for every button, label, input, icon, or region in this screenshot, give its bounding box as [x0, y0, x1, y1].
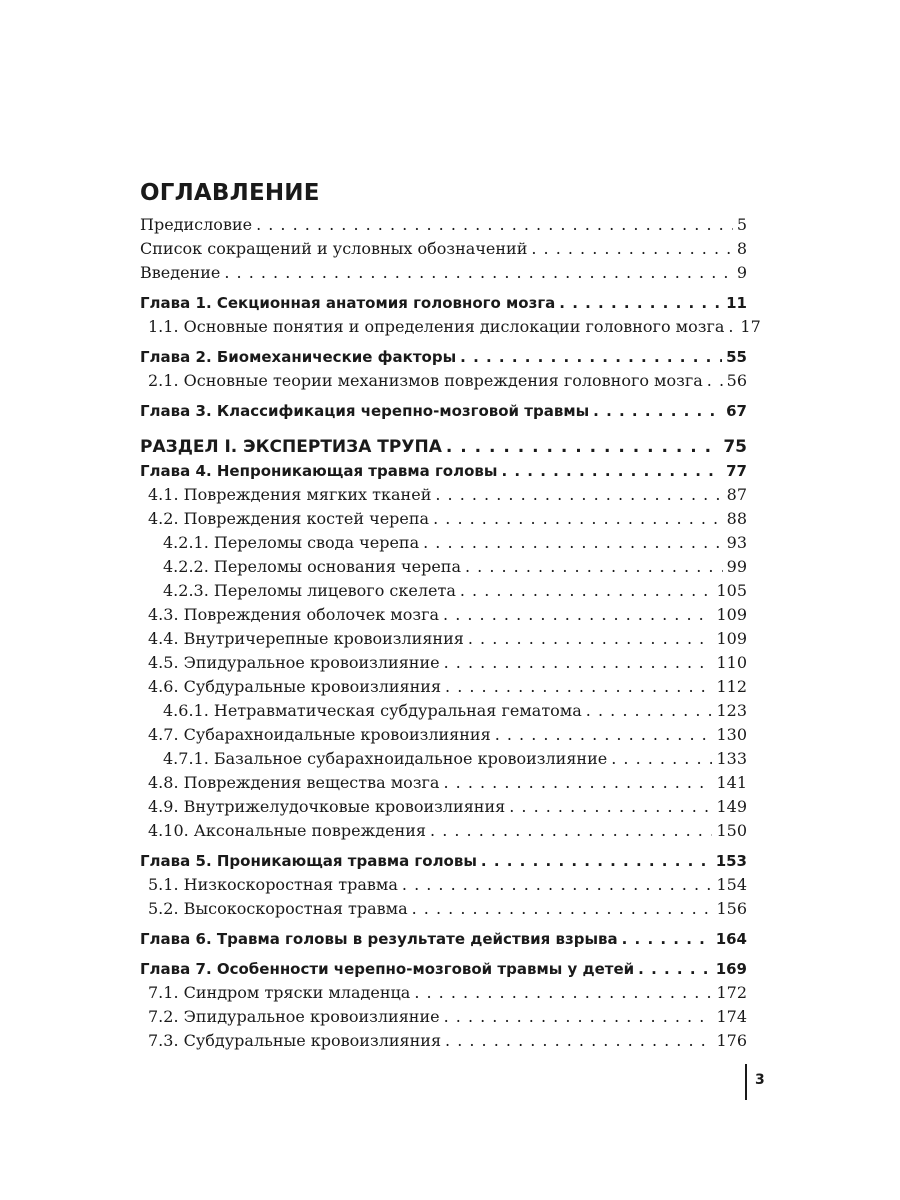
toc-entry-title: 4.2.3. Переломы лицевого скелета — [163, 581, 456, 600]
toc-leader-dots — [531, 237, 732, 261]
toc-leader-dots — [728, 315, 736, 339]
toc-leader-dots — [638, 957, 712, 981]
toc-row[interactable] — [140, 531, 747, 555]
toc-entry-page: 9 — [736, 263, 747, 282]
toc-entry-page: 93 — [726, 533, 747, 552]
toc-entry-page: 150 — [716, 821, 747, 840]
toc-row[interactable] — [140, 579, 747, 603]
toc-entry-page: 99 — [726, 557, 747, 576]
toc-row[interactable] — [140, 1005, 747, 1029]
toc-entry-title: Глава 5. Проникающая травма головы — [140, 852, 477, 870]
toc-row[interactable] — [140, 699, 747, 723]
toc-entry-title: Введение — [140, 263, 221, 282]
toc-entry-title: 4.4. Внутричерепные кровоизлияния — [148, 629, 464, 648]
toc-chapter-row[interactable] — [140, 849, 747, 873]
toc-row[interactable] — [140, 897, 747, 921]
toc-leader-dots — [468, 627, 713, 651]
toc-entry-title: 7.1. Синдром тряски младенца — [148, 983, 411, 1002]
page-number-marker — [745, 1064, 765, 1100]
toc-entry-title: Глава 2. Биомеханические факторы — [140, 348, 457, 366]
toc-row[interactable] — [140, 819, 747, 843]
toc-leader-dots — [481, 849, 712, 873]
toc-leader-dots — [622, 927, 712, 951]
toc-entry-page: 110 — [716, 653, 747, 672]
toc-row[interactable] — [140, 771, 747, 795]
toc-leader-dots — [402, 873, 713, 897]
toc-entry-title: 4.1. Повреждения мягких тканей — [148, 485, 432, 504]
toc-entry-title: 7.3. Субдуральные кровоизлияния — [148, 1031, 442, 1050]
toc-row[interactable] — [140, 555, 747, 579]
toc-entry-page: 149 — [716, 797, 747, 816]
toc-entry-page: 8 — [736, 239, 747, 258]
toc-entry-title: 4.2. Повреждения костей черепа — [148, 509, 430, 528]
toc-entry-page: 67 — [726, 402, 747, 420]
toc-entry-title: 4.6. Субдуральные кровоизлияния — [148, 677, 442, 696]
toc-entry-title: 1.1. Основные понятия и определения дислокации головного мозга — [148, 317, 725, 336]
toc-entry-title: 4.7. Субарахноидальные кровоизлияния — [148, 725, 491, 744]
toc-leader-dots — [586, 699, 713, 723]
toc-leader-dots — [460, 579, 713, 603]
toc-row[interactable] — [140, 675, 747, 699]
page-number: 3 — [755, 1072, 765, 1088]
toc-entry-page: 109 — [716, 605, 747, 624]
toc-entry-title: 4.2.1. Переломы свода черепа — [163, 533, 420, 552]
toc-entry-page: 172 — [716, 983, 747, 1002]
toc-entry-page: 133 — [716, 749, 747, 768]
toc-entry-title: 4.5. Эпидуральное кровоизлияние — [148, 653, 440, 672]
toc-entry-title: 4.3. Повреждения оболочек мозга — [148, 605, 440, 624]
toc-entry-title: 4.10. Аксональные повреждения — [148, 821, 427, 840]
toc-leader-dots — [501, 459, 722, 483]
toc-section-row[interactable] — [140, 435, 747, 459]
toc-chapter-row[interactable] — [140, 957, 747, 981]
toc-entry-page: 17 — [740, 317, 761, 336]
toc-entry-title: Глава 7. Особенности черепно-мозговой травмы у детей — [140, 960, 635, 978]
toc-row[interactable] — [140, 1029, 747, 1053]
toc-row[interactable] — [140, 795, 747, 819]
toc-leader-dots — [443, 771, 712, 795]
toc-entry-page: 141 — [716, 773, 747, 792]
toc-chapter-row[interactable] — [140, 399, 747, 423]
toc-leader-dots — [430, 819, 712, 843]
toc-leader-dots — [593, 399, 722, 423]
toc-entry-title: 7.2. Эпидуральное кровоизлияние — [148, 1007, 440, 1026]
toc-leader-dots — [444, 1005, 713, 1029]
toc-entry-page: 123 — [716, 701, 747, 720]
toc-row[interactable] — [140, 237, 747, 261]
toc-entry-title: 5.1. Низкоскоростная травма — [148, 875, 398, 894]
toc-row[interactable] — [140, 627, 747, 651]
toc-row[interactable] — [140, 651, 747, 675]
toc-chapter-row[interactable] — [140, 459, 747, 483]
toc-entry-page: 56 — [726, 371, 747, 390]
toc-entry-page: 112 — [716, 677, 747, 696]
toc-row[interactable] — [140, 723, 747, 747]
toc-row[interactable] — [140, 747, 747, 771]
toc-leader-dots — [435, 483, 722, 507]
toc-row[interactable] — [140, 981, 747, 1005]
toc-entry-title: 4.9. Внутрижелудочковые кровоизлияния — [148, 797, 506, 816]
toc-entry-page: 176 — [716, 1031, 747, 1050]
toc-entry-page: 87 — [726, 485, 747, 504]
table-of-contents — [140, 213, 761, 1053]
toc-entry-title: 4.6.1. Нетравматическая субдуральная гематома — [163, 701, 582, 720]
toc-entry-page: 55 — [726, 348, 747, 366]
toc-entry-title: 4.2.2. Переломы основания черепа — [163, 557, 461, 576]
toc-leader-dots — [611, 747, 712, 771]
toc-leader-dots — [224, 261, 732, 285]
toc-leader-dots — [433, 507, 723, 531]
toc-row[interactable] — [140, 369, 747, 393]
toc-leader-dots — [446, 435, 719, 459]
toc-leader-dots — [495, 723, 713, 747]
toc-leader-dots — [445, 1029, 712, 1053]
toc-row[interactable] — [140, 315, 761, 339]
toc-entry-page: 88 — [726, 509, 747, 528]
toc-chapter-row[interactable] — [140, 291, 747, 315]
toc-entry-page: 5 — [736, 215, 747, 234]
toc-leader-dots — [443, 603, 712, 627]
toc-row[interactable] — [140, 873, 747, 897]
toc-leader-dots — [412, 897, 713, 921]
toc-chapter-row[interactable] — [140, 345, 747, 369]
toc-leader-dots — [423, 531, 723, 555]
toc-entry-title: РАЗДЕЛ I. ЭКСПЕРТИЗА ТРУПА — [140, 437, 442, 457]
toc-row[interactable] — [140, 213, 747, 237]
toc-entry-title: Глава 6. Травма головы в результате действия взрыва — [140, 930, 618, 948]
toc-entry-title: 5.2. Высокоскоростная травма — [148, 899, 408, 918]
toc-entry-page: 164 — [715, 930, 747, 948]
toc-row[interactable] — [140, 603, 747, 627]
toc-heading: ОГЛАВЛЕНИЕ — [140, 180, 320, 206]
toc-entry-title: Список сокращений и условных обозначений — [140, 239, 528, 258]
toc-entry-title: 4.7.1. Базальное субарахноидальное кровоизлияние — [163, 749, 608, 768]
toc-leader-dots — [509, 795, 712, 819]
toc-leader-dots — [444, 651, 713, 675]
toc-leader-dots — [559, 291, 722, 315]
toc-entry-page: 174 — [716, 1007, 747, 1026]
toc-entry-title: 4.8. Повреждения вещества мозга — [148, 773, 440, 792]
toc-entry-title: Глава 1. Секционная анатомия головного мозга — [140, 294, 556, 312]
toc-leader-dots — [460, 345, 722, 369]
toc-entry-page: 130 — [716, 725, 747, 744]
toc-leader-dots — [707, 369, 723, 393]
toc-entry-page: 75 — [723, 437, 747, 457]
toc-row[interactable] — [140, 483, 747, 507]
toc-entry-title: 2.1. Основные теории механизмов повреждения головного мозга — [148, 371, 703, 390]
toc-leader-dots — [414, 981, 712, 1005]
toc-entry-page: 109 — [716, 629, 747, 648]
toc-row[interactable] — [140, 261, 747, 285]
toc-leader-dots — [256, 213, 733, 237]
toc-entry-title: Предисловие — [140, 215, 253, 234]
toc-leader-dots — [465, 555, 723, 579]
toc-entry-page: 77 — [726, 462, 747, 480]
toc-entry-page: 153 — [715, 852, 747, 870]
toc-entry-page: 11 — [726, 294, 747, 312]
toc-entry-page: 169 — [715, 960, 747, 978]
toc-entry-title: Глава 3. Классификация черепно-мозговой травмы — [140, 402, 590, 420]
toc-entry-page: 154 — [716, 875, 747, 894]
toc-row[interactable] — [140, 507, 747, 531]
toc-entry-page: 105 — [716, 581, 747, 600]
toc-entry-title: Глава 4. Непроникающая травма головы — [140, 462, 498, 480]
toc-chapter-row[interactable] — [140, 927, 747, 951]
toc-entry-page: 156 — [716, 899, 747, 918]
toc-leader-dots — [445, 675, 712, 699]
